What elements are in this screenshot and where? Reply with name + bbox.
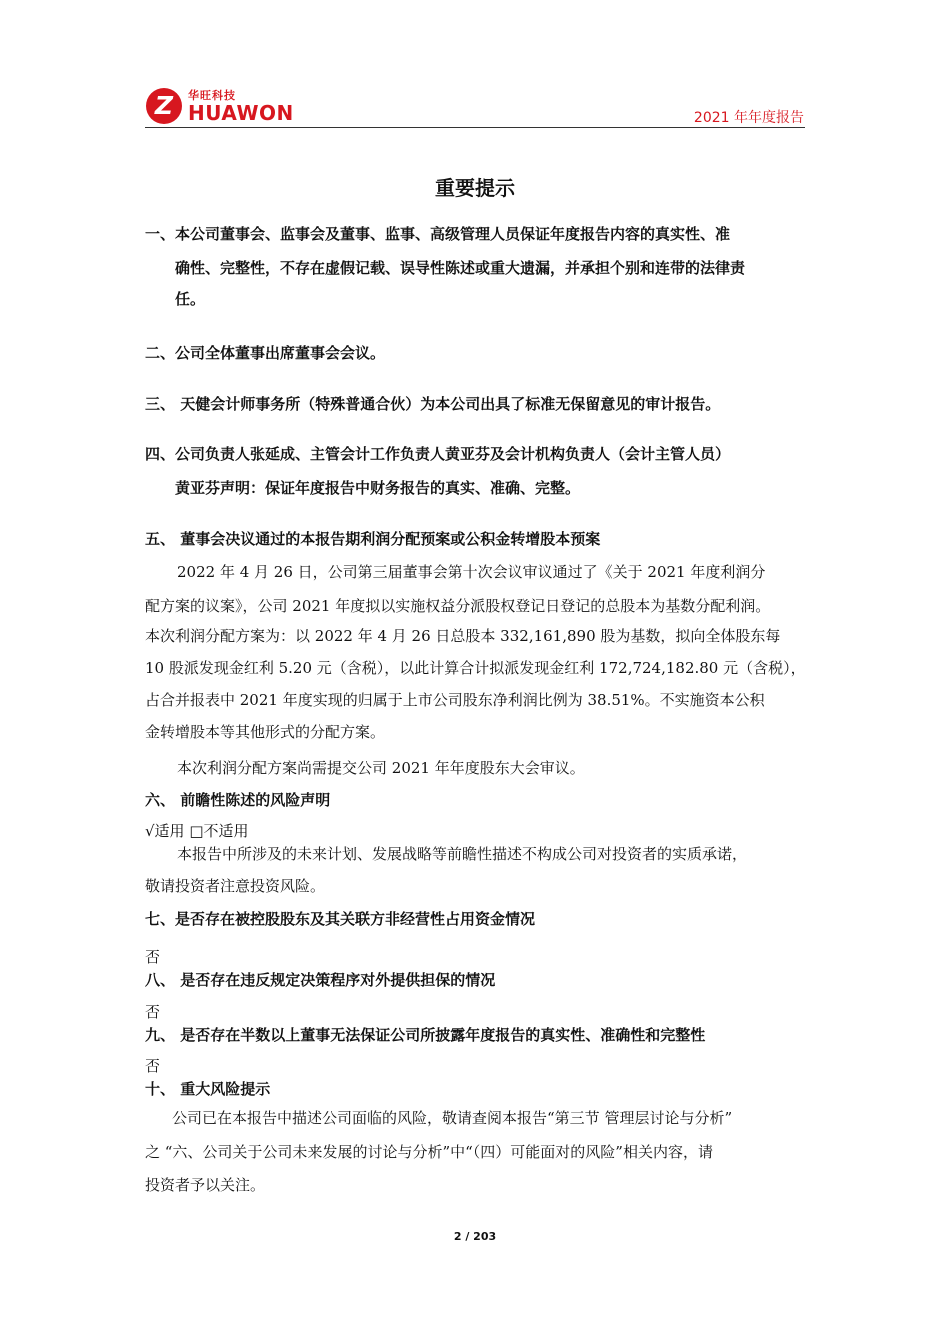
section-5-para-line-2: 配方案的议案》，公司 2021 年度拟以实施权益分派股权登记日登记的总股本为基数分配利润。 — [145, 597, 771, 615]
section-4-line-1: 四、公司负责人张延成、主管会计工作负责人黄亚芬及会计机构负责人（会计主管人员） — [145, 445, 731, 463]
page-title: 重要提示 — [435, 176, 515, 200]
section-5-para-line-3: 本次利润分配方案为：以 2022 年 4 月 26 日总股本 332,161,890 股为基数，拟向全体股东每 — [145, 627, 781, 645]
section-10-title: 十、 重大风险提示 — [145, 1080, 271, 1098]
section-1-line-2: 确性、完整性，不存在虚假记载、误导性陈述或重大遗漏，并承担个别和连带的法律责 — [175, 259, 746, 277]
section-7-answer: 否 — [145, 948, 161, 966]
logo-mark-icon: Z — [146, 88, 182, 124]
logo-chinese-name: 华旺科技 — [188, 88, 236, 102]
logo-english-name: HUAWON — [188, 100, 294, 125]
section-2: 二、公司全体董事出席董事会会议。 — [145, 344, 386, 362]
section-5-para-line-6: 金转增股本等其他形式的分配方案。 — [145, 723, 386, 741]
section-6-applicability: √适用 □不适用 — [145, 822, 249, 840]
section-6-para-line-2: 敬请投资者注意投资风险。 — [145, 877, 326, 895]
page-number: 2 / 203 — [453, 1230, 497, 1243]
header-divider — [145, 127, 805, 128]
section-9-answer: 否 — [145, 1057, 161, 1075]
section-1-line-1: 一、本公司董事会、监事会及董事、监事、高级管理人员保证年度报告内容的真实性、准 — [145, 225, 731, 243]
section-6-para-line-1: 本报告中所涉及的未来计划、发展战略等前瞻性描述不构成公司对投资者的实质承诺， — [177, 845, 748, 863]
section-9-title: 九、 是否存在半数以上董事无法保证公司所披露年度报告的真实性、准确性和完整性 — [145, 1026, 706, 1044]
section-4-line-2: 黄亚芬声明：保证年度报告中财务报告的真实、准确、完整。 — [175, 479, 581, 497]
report-title: 2021 年年度报告 — [693, 110, 804, 126]
section-10-para-line-2: 之 “六、公司关于公司未来发展的讨论与分析”中“（四）可能面对的风险”相关内容，请 — [145, 1143, 713, 1161]
section-10-para-line-1: 公司已在本报告中描述公司面临的风险，敬请查阅本报告“第三节 管理层讨论与分析” — [172, 1109, 733, 1127]
company-logo — [146, 84, 294, 128]
section-5-para-line-5: 占合并报表中 2021 年度实现的归属于上市公司股东净利润比例为 38.51%。不实施资本公积 — [145, 691, 765, 709]
section-7-title: 七、是否存在被控股股东及其关联方非经营性占用资金情况 — [145, 910, 536, 928]
section-5-para-line-4: 10 股派发现金红利 5.20 元（含税），以此计算合计拟派发现金红利 172,724,182.80 元（含税）， — [145, 659, 806, 677]
section-1-line-3: 任。 — [175, 290, 206, 308]
section-10-para-line-3: 投资者予以关注。 — [145, 1176, 266, 1194]
section-8-answer: 否 — [145, 1003, 161, 1021]
section-8-title: 八、 是否存在违反规定决策程序对外提供担保的情况 — [145, 971, 496, 989]
section-3: 三、 天健会计师事务所（特殊普通合伙）为本公司出具了标准无保留意见的审计报告。 — [145, 395, 721, 413]
section-6-title: 六、 前瞻性陈述的风险声明 — [145, 791, 331, 809]
section-5-title: 五、 董事会决议通过的本报告期利润分配预案或公积金转增股本预案 — [145, 530, 601, 548]
section-5-para-line-1: 2022 年 4 月 26 日，公司第三届董事会第十次会议审议通过了《关于 2021 年度利润分 — [177, 563, 766, 581]
section-5-note: 本次利润分配方案尚需提交公司 2021 年年度股东大会审议。 — [177, 759, 585, 777]
